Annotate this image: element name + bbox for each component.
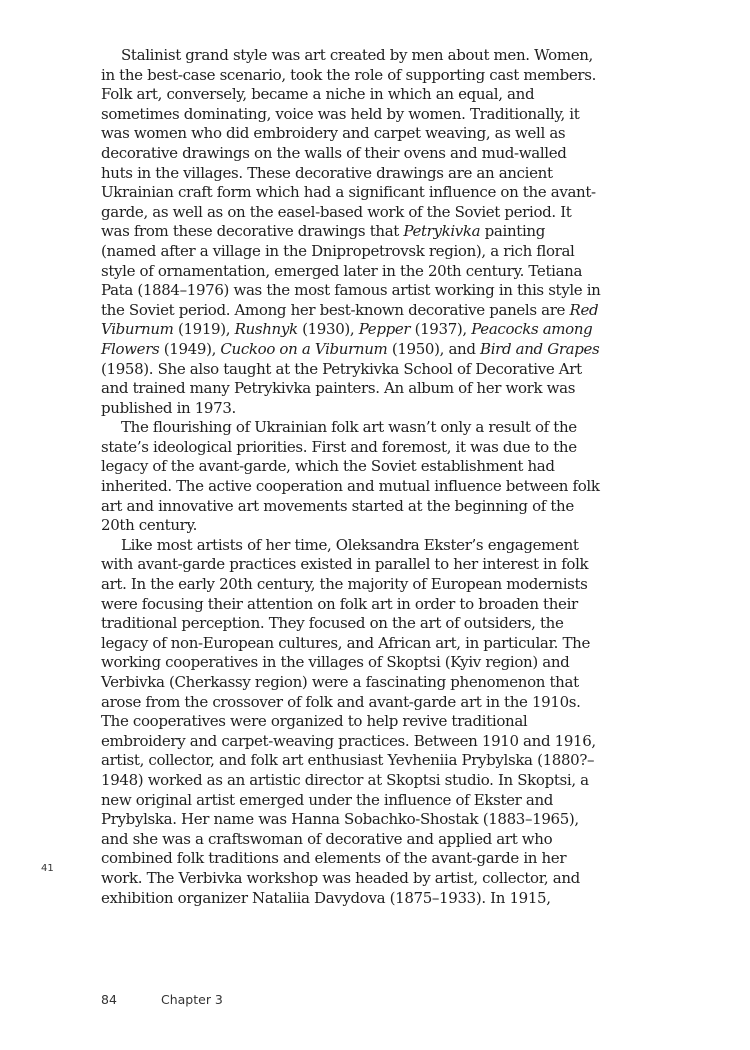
text-run: (1937), [410, 320, 472, 339]
margin-note-number: 41 [41, 863, 54, 874]
chapter-label: Chapter 3 [160, 992, 223, 1007]
paragraph-1 [101, 46, 601, 418]
text-run: (1919), [173, 320, 235, 339]
italic-title: Rushnyk [234, 320, 298, 339]
text-run: The flourishing of Ukrainian folk art wasn’t only a result of the state’s ideological priorities. First and foremost, it was due to the legacy of the avant-garde, which the Soviet establishment had inherited. The active cooperation and mutual influence between folk art and innovative art movements started at the beginning of the 20th century. [101, 418, 600, 535]
italic-title: Peacocks among Flowers [101, 320, 593, 358]
paragraph-2 [101, 418, 601, 536]
text-run: (1950), and [387, 339, 481, 358]
text-run: Like most artists of her time, Oleksandra Ekster’s engagement with avant-garde practices existed in parallel to her interest in folk art. In the early 20th century, the majority of European modernists were focusing their attention on folk art in order to broaden their traditional perception. They focused on the art of outsiders, the legacy of non-European cultures, and African art, in particular. The working cooperatives in the villages of Skoptsi (Kyiv region) and Verbivka (Cherkassy region) were a fascinating phenomenon that arose from the crossover of folk and avant-garde art in the 1910s. The cooperatives were organized to help revive traditional embroidery and carpet-weaving practices. Between 1910 and 1916, artist, collector, and folk art enthusiast Yevheniia Prybylska (1880?–1948) worked as an artistic director at Skoptsi studio. In Skoptsi, a new original artist emerged under the influence of Ekster and Prybylska. Her name was Hanna Sobachko-Shostak (1883–1965), and she was a craftswoman of decorative and applied art who combined folk traditions and elements of the avant-garde in her work. The Verbivka workshop was headed by artist, collector, and exhibition organizer Nataliia Davydova (1875–1933). In 1915, [101, 535, 596, 907]
italic-title: Red Viburnum [101, 300, 599, 339]
paragraph-3 [101, 536, 601, 908]
italic-title: Bird and Grapes [480, 339, 600, 358]
page-number: 84 [101, 992, 117, 1007]
text-run: painting (named after a village in the Dnipropetrovsk region), a rich floral style of ornamentation, emerged later in the 20th century. Tetiana Pata (1884–1976) was the most famous artist working in this style in the Soviet period. Among her best-known decorative panels are [101, 222, 601, 319]
text-run: Stalinist grand style was art created by men about men. Women, in the best-case scenario, took the role of supporting cast members. Folk art, conversely, became a niche in which an equal, and sometimes dominating, voice was held by women. Traditionally, it was women who did embroidery and carpet weaving, as well as decorative drawings on the walls of their ovens and mud-walled huts in the villages. These decorative drawings are an ancient Ukrainian craft form which had a significant influence on the avant-garde, as well as on the easel-based work of the Soviet period. It was from these decorative drawings that [101, 46, 597, 241]
body-text [101, 46, 601, 908]
text-run: (1958). She also taught at the Petrykivka School of Decorative Art and trained many Petrykivka painters. An album of her work was published in 1973. [101, 359, 582, 417]
italic-title: Petrykivka [403, 222, 481, 241]
text-run: (1949), [159, 339, 221, 358]
italic-title: Cuckoo on a Viburnum [220, 339, 388, 358]
italic-title: Pepper [358, 320, 411, 339]
text-run: (1930), [297, 320, 359, 339]
page-footer [101, 992, 223, 1007]
